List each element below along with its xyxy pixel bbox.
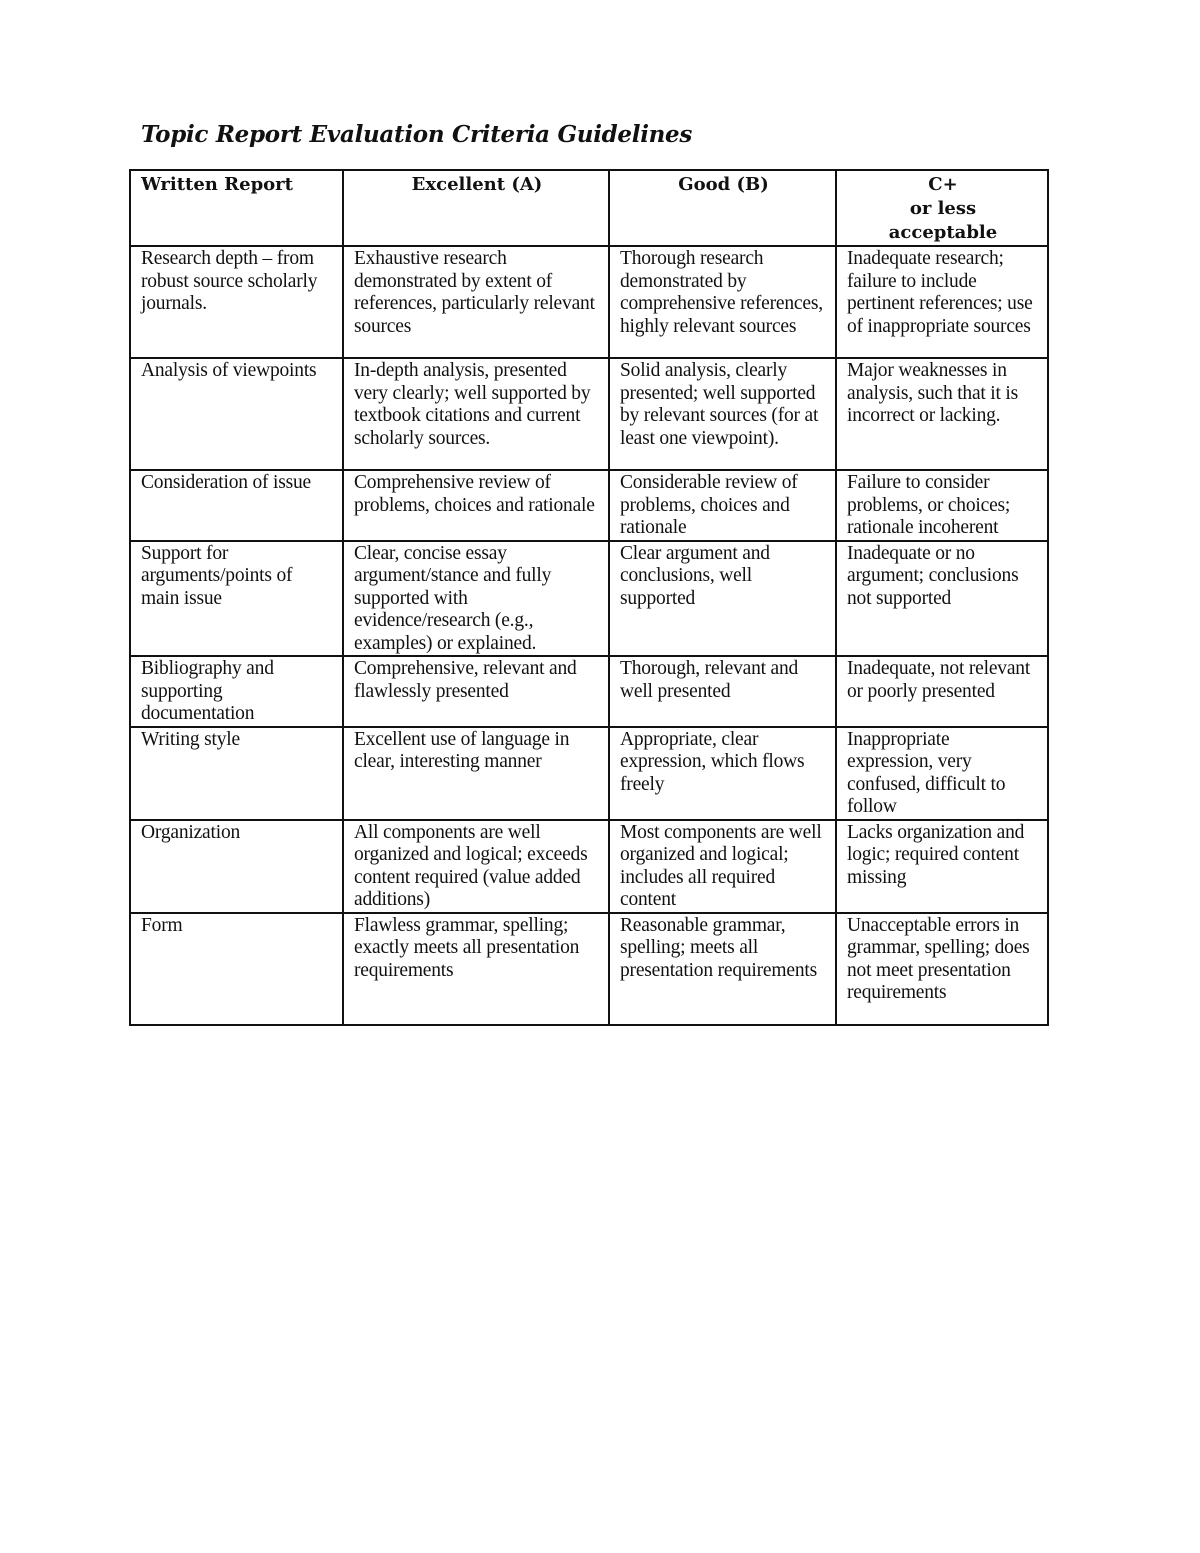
header-acceptable-line3: acceptable <box>888 222 998 243</box>
excellent-cell: Clear, concise essay argument/stance and fully supported with evidence/research (e.g., examples) or explained. <box>343 541 609 657</box>
table-row <box>130 541 1048 657</box>
table-row <box>130 246 1048 358</box>
table-row <box>130 820 1048 913</box>
table-header-row <box>130 170 1048 246</box>
header-written-report: Written Report <box>130 170 343 246</box>
good-cell: Solid analysis, clearly presented; well supported by relevant sources (for at least one viewpoint). <box>609 358 836 470</box>
good-cell: Appropriate, clear expression, which flows freely <box>609 727 836 820</box>
table-row <box>130 470 1048 541</box>
excellent-cell: Comprehensive, relevant and flawlessly presented <box>343 656 609 727</box>
table-row <box>130 913 1048 1025</box>
header-acceptable-line1: C+ <box>928 174 958 195</box>
acceptable-cell: Major weaknesses in analysis, such that it is incorrect or lacking. <box>836 358 1048 470</box>
good-cell: Most components are well organized and logical; includes all required content <box>609 820 836 913</box>
header-acceptable-line2: or less <box>909 198 977 219</box>
excellent-cell: Comprehensive review of problems, choices and rationale <box>343 470 609 541</box>
acceptable-cell: Unacceptable errors in grammar, spelling; does not meet presentation requirements <box>836 913 1048 1025</box>
acceptable-cell: Inadequate, not relevant or poorly presented <box>836 656 1048 727</box>
excellent-cell: Exhaustive research demonstrated by extent of references, particularly relevant sources <box>343 246 609 358</box>
evaluation-criteria-table <box>129 169 1049 1026</box>
page-title: Topic Report Evaluation Criteria Guidelines <box>141 121 693 148</box>
acceptable-cell: Lacks organization and logic; required content missing <box>836 820 1048 913</box>
excellent-cell: In-depth analysis, presented very clearly; well supported by textbook citations and current scholarly sources. <box>343 358 609 470</box>
table-row <box>130 656 1048 727</box>
acceptable-cell: Inadequate or no argument; conclusions not supported <box>836 541 1048 657</box>
header-good: Good (B) <box>609 170 836 246</box>
criterion-cell: Organization <box>130 820 343 913</box>
excellent-cell: All components are well organized and logical; exceeds content required (value added additions) <box>343 820 609 913</box>
table-row <box>130 358 1048 470</box>
criterion-cell: Writing style <box>130 727 343 820</box>
acceptable-cell: Inappropriate expression, very confused, difficult to follow <box>836 727 1048 820</box>
criterion-cell: Support for arguments/points of main issue <box>130 541 343 657</box>
criterion-cell: Bibliography and supporting documentation <box>130 656 343 727</box>
criterion-cell: Analysis of viewpoints <box>130 358 343 470</box>
good-cell: Clear argument and conclusions, well supported <box>609 541 836 657</box>
criterion-cell: Research depth – from robust source scholarly journals. <box>130 246 343 358</box>
header-excellent: Excellent (A) <box>343 170 609 246</box>
table-row <box>130 727 1048 820</box>
good-cell: Thorough, relevant and well presented <box>609 656 836 727</box>
criterion-cell: Consideration of issue <box>130 470 343 541</box>
excellent-cell: Excellent use of language in clear, interesting manner <box>343 727 609 820</box>
header-acceptable <box>836 170 1048 246</box>
acceptable-cell: Failure to consider problems, or choices; rationale incoherent <box>836 470 1048 541</box>
good-cell: Thorough research demonstrated by comprehensive references, highly relevant sources <box>609 246 836 358</box>
acceptable-cell: Inadequate research; failure to include pertinent references; use of inappropriate sources <box>836 246 1048 358</box>
good-cell: Considerable review of problems, choices and rationale <box>609 470 836 541</box>
excellent-cell: Flawless grammar, spelling; exactly meets all presentation requirements <box>343 913 609 1025</box>
good-cell: Reasonable grammar, spelling; meets all presentation requirements <box>609 913 836 1025</box>
criterion-cell: Form <box>130 913 343 1025</box>
